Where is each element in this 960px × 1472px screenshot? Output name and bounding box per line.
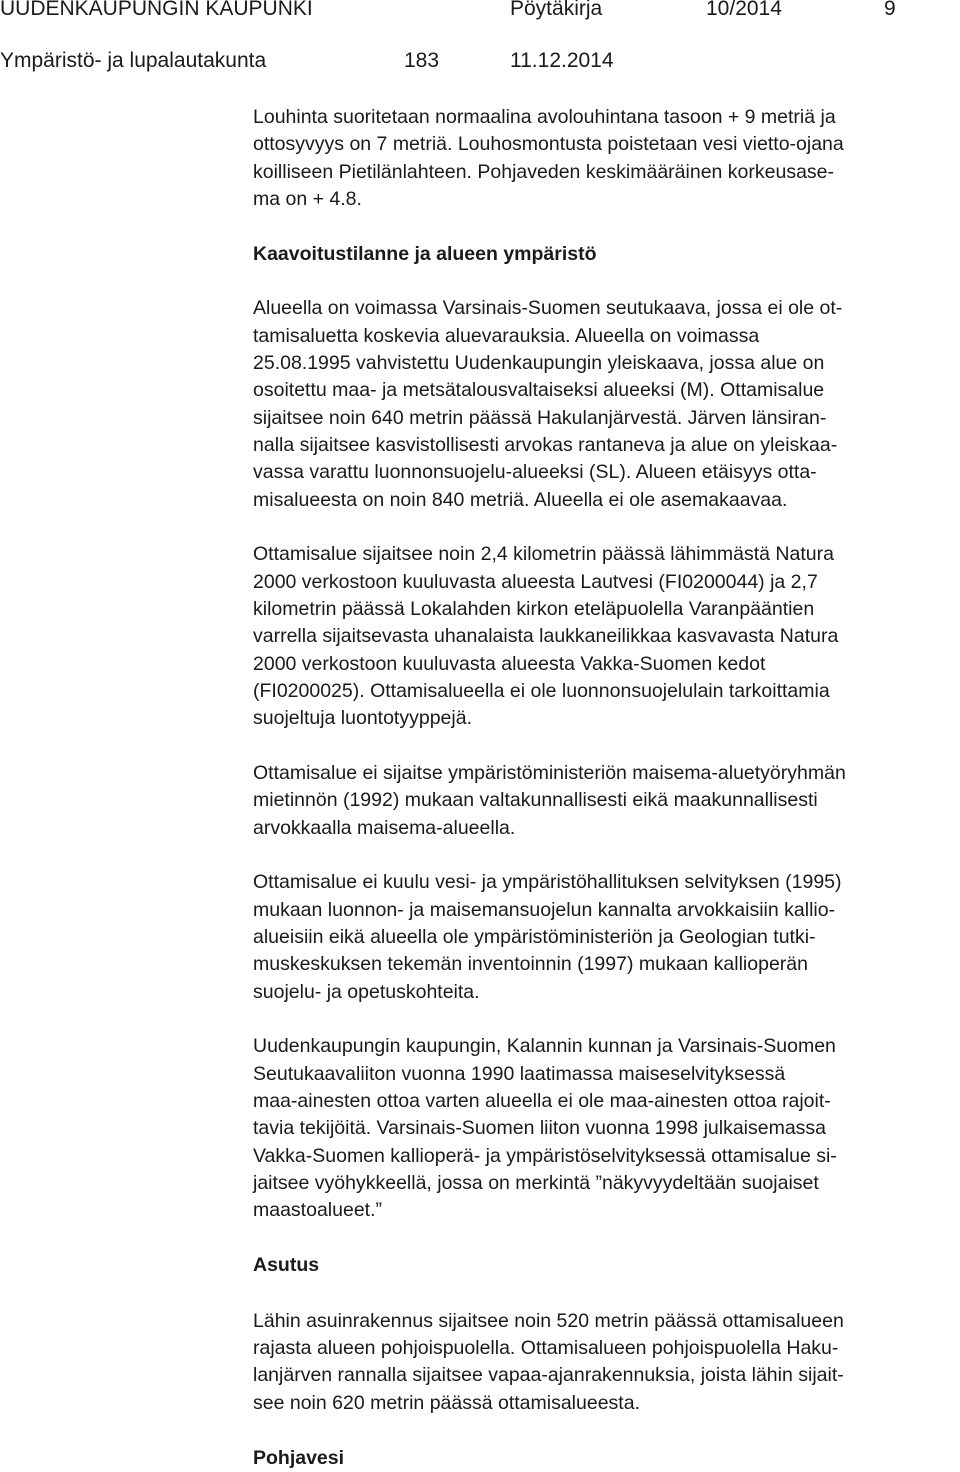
text-line: vassa varattu luonnonsuojelu-alueeksi (SL). Alueen etäisyys otta- [253,461,817,484]
heading-kaavoitustilanne: Kaavoitustilanne ja alueen ympäristö [253,242,597,265]
doc-number: 10/2014 [706,0,782,20]
text-line: 25.08.1995 vahvistettu Uudenkaupungin yleiskaava, jossa alue on [253,352,825,375]
text-line: Alueella on voimassa Varsinais-Suomen seutukaava, jossa ei ole ot- [253,297,843,320]
paragraph-louhinta [253,104,958,213]
text-line: Vakka-Suomen kallioperä- ja ympäristöselvityksessä ottamisalue si- [253,1144,837,1167]
paragraph-kallioalueet [253,869,958,1005]
text-line: 2000 verkostoon kuuluvasta alueesta Vakka-Suomen kedot [253,652,766,675]
text-line: suojelu- ja opetuskohteita. [253,980,480,1003]
document-body [253,104,958,1472]
org-name: UUDENKAUPUNGIN KAUPUNKI [0,0,313,20]
text-line: Ottamisalue ei kuulu vesi- ja ympäristöhallituksen selvityksen (1995) [253,871,842,894]
text-line: Ottamisalue ei sijaitse ympäristöministeriön maisema-aluetyöryhmän [253,761,846,784]
text-line: Louhinta suoritetaan normaalina avolouhintana tasoon + 9 metriä ja [253,106,836,128]
text-line: tavia tekijöitä. Varsinais-Suomen liiton vuonna 1998 julkaisemassa [253,1117,827,1140]
text-line: 2000 verkostoon kuuluvasta alueesta Lautvesi (FI0200044) ja 2,7 [253,570,818,593]
text-line: ottosyvyys on 7 metriä. Louhosmontusta poistetaan vesi vietto-ojana [253,133,844,156]
text-line: varrella sijaitsevasta uhanalaista laukkaneilikkaa kasvavasta Natura [253,625,839,648]
heading-pohjavesi: Pohjavesi [253,1446,345,1469]
text-line: maa-ainesten ottoa varten alueella ei ole maa-ainesten ottoa rajoit- [253,1089,831,1112]
text-line: mietinnön (1992) mukaan valtakunnallisesti eikä maakunnallisesti [253,789,818,812]
text-line: see noin 620 metrin päässä ottamisalueesta. [253,1391,640,1414]
heading-asutus: Asutus [253,1254,320,1277]
text-line: ma on + 4.8. [253,187,362,210]
text-line: Ottamisalue sijaitsee noin 2,4 kilometrin päässä lähimmästä Natura [253,543,834,566]
text-line: Lähin asuinrakennus sijaitsee noin 520 metrin päässä ottamisalueen [253,1309,844,1332]
text-line: Uudenkaupungin kaupungin, Kalannin kunnan ja Varsinais-Suomen [253,1035,836,1058]
document-header [0,0,960,80]
committee-name: Ympäristö- ja lupalautakunta [0,49,267,72]
text-line: muskeskuksen tekemän inventoinnin (1997) mukaan kallioperän [253,953,808,976]
text-line: (FI0200025). Ottamisalueella ei ole luonnonsuojelulain tarkoittamia [253,679,830,702]
text-line: suojeltuja luontotyyppejä. [253,707,472,730]
text-line: kilometrin päässä Lokalahden kirkon eteläpuolella Varanpääntien [253,597,815,620]
paragraph-natura [253,541,958,732]
text-line: alueisiin eikä alueella ole ympäristöministeriön ja Geologian tutki- [253,925,816,948]
section-number: 183 [404,49,440,72]
page-number: 9 [884,0,896,20]
doc-type: Pöytäkirja [510,0,603,20]
paragraph-maiseselvitys [253,1033,958,1224]
text-line: rajasta alueen pohjoispuolella. Ottamisalueen pohjoispuolella Haku- [253,1336,839,1359]
text-line: Seutukaavaliiton vuonna 1990 laatimassa maiseselvityksessä [253,1062,786,1085]
text-line: tamisaluetta koskevia aluevarauksia. Alueella on voimassa [253,324,760,347]
text-line: arvokkaalla maisema-alueella. [253,816,516,839]
text-line: misalueesta on noin 840 metriä. Alueella ei ole asemakaavaa. [253,488,788,511]
text-line: lanjärven rannalla sijaitsee vapaa-ajanrakennuksia, joista lähin sijait- [253,1364,844,1387]
text-line: maastoalueet.” [253,1199,382,1222]
text-line: jaitsee vyöhykkeellä, jossa on merkintä ”näkyvyydeltään suojaiset [253,1171,819,1194]
text-line: mukaan luonnon- ja maisemansuojelun kannalta arvokkaisiin kallio- [253,898,836,921]
paragraph-kaavoitus [253,295,958,513]
text-line: osoitettu maa- ja metsätalousvaltaiseksi alueeksi (M). Ottamisalue [253,379,825,402]
text-line: sijaitsee noin 640 metrin päässä Hakulanjärvestä. Järven länsiran- [253,406,827,429]
meeting-date: 11.12.2014 [510,49,614,72]
paragraph-asutus [253,1308,958,1417]
text-line: nalla sijaitsee kasvistollisesti arvokas rantaneva ja alue on yleiskaa- [253,433,838,456]
text-line: koilliseen Pietilänlahteen. Pohjaveden keskimääräinen korkeusase- [253,160,835,183]
paragraph-maisema [253,760,958,842]
